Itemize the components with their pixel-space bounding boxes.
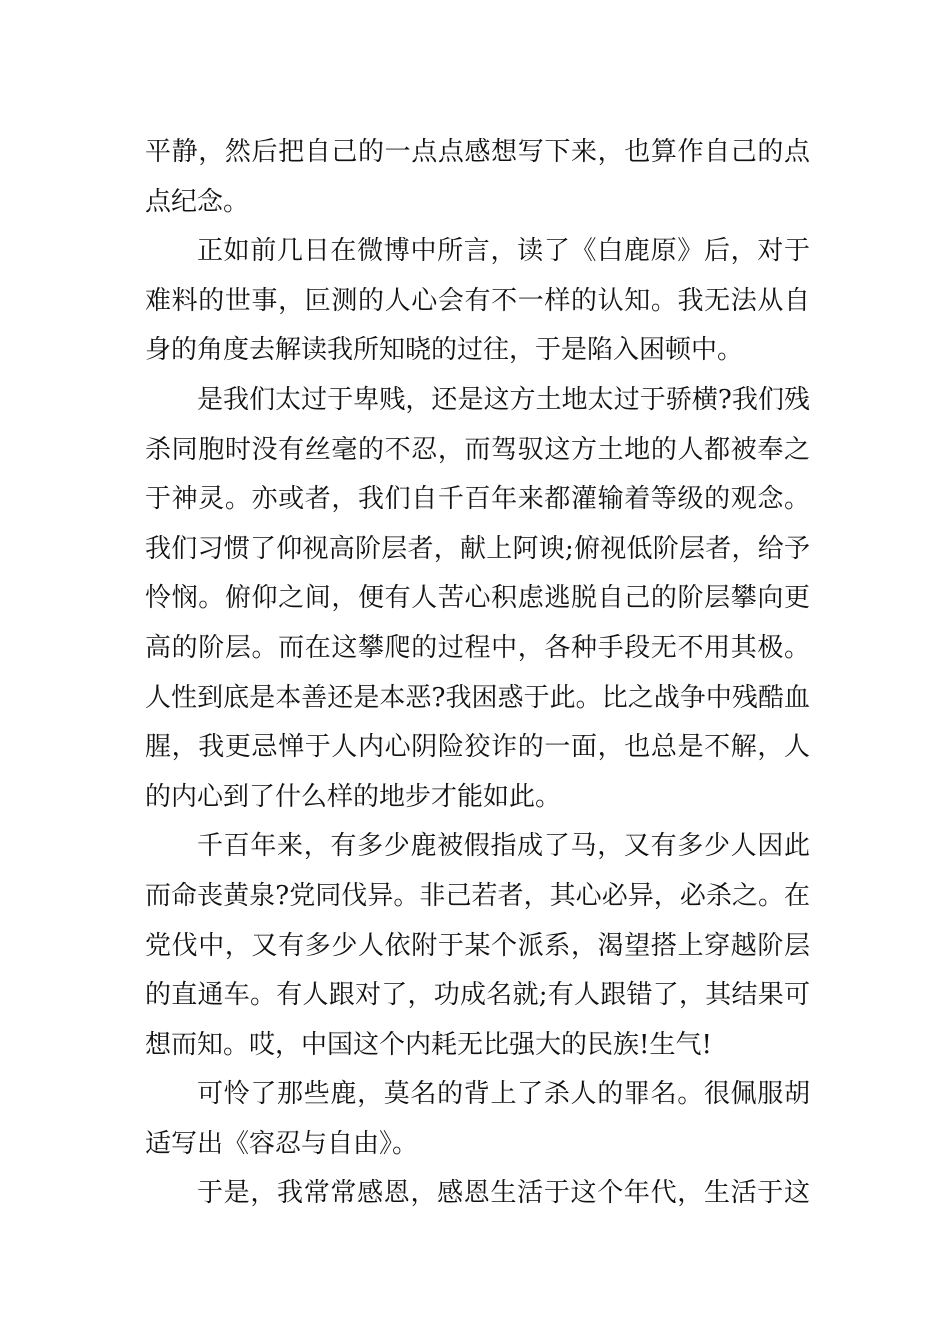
paragraph xyxy=(145,1169,810,1219)
text-line: 高的阶层。而在这攀爬的过程中，各种手段无不用其极。 xyxy=(145,632,810,663)
text-line: 适写出《容忍与自由》。 xyxy=(145,1128,419,1159)
text-line: 腥，我更忌惮于人内心阴险狡诈的一面，也总是不解，人 xyxy=(145,732,810,763)
text-line: 的直通车。有人跟对了，功成名就;有人跟错了，其结果可 xyxy=(145,980,810,1011)
text-line: 杀同胞时没有丝毫的不忍，而驾驭这方土地的人都被奉之 xyxy=(145,434,810,465)
text-line: 正如前几日在微博中所言，读了《白鹿原》后，对于 xyxy=(197,236,810,267)
text-line: 是我们太过于卑贱，还是这方土地太过于骄横?我们残 xyxy=(197,384,810,415)
paragraph xyxy=(145,822,810,1070)
text-line: 可怜了那些鹿，莫名的背上了杀人的罪名。很佩服胡 xyxy=(197,1079,810,1110)
text-line: 怜悯。俯仰之间，便有人苦心积虑逃脱自己的阶层攀向更 xyxy=(145,583,810,614)
body-text xyxy=(145,128,810,1219)
text-line: 想而知。哎，中国这个内耗无比强大的民族!生气! xyxy=(145,1029,712,1060)
text-line: 党伐中，又有多少人依附于某个派系，渴望搭上穿越阶层 xyxy=(145,930,810,961)
text-line: 点纪念。 xyxy=(145,186,250,217)
text-line: 我们习惯了仰视高阶层者，献上阿谀;俯视低阶层者，给予 xyxy=(145,533,810,564)
paragraph xyxy=(145,376,810,822)
text-line: 而命丧黄泉?党同伐异。非己若者，其心必异，必杀之。在 xyxy=(145,880,810,911)
paragraph xyxy=(145,227,810,376)
paragraph xyxy=(145,128,810,227)
text-line: 难料的世事，叵测的人心会有不一样的认知。我无法从自 xyxy=(145,285,810,316)
text-line: 千百年来，有多少鹿被假指成了马，又有多少人因此 xyxy=(197,831,810,862)
paragraph xyxy=(145,1070,810,1169)
text-line: 的内心到了什么样的地步才能如此。 xyxy=(145,781,562,812)
text-line: 人性到底是本善还是本恶?我困惑于此。比之战争中残酷血 xyxy=(145,682,810,713)
text-line: 身的角度去解读我所知晓的过往，于是陷入困顿中。 xyxy=(145,335,744,366)
text-line: 于是，我常常感恩，感恩生活于这个年代，生活于这 xyxy=(197,1178,810,1209)
text-line: 于神灵。亦或者，我们自千百年来都灌输着等级的观念。 xyxy=(145,484,810,515)
text-line: 平静，然后把自己的一点点感想写下来，也算作自己的点 xyxy=(145,137,810,167)
